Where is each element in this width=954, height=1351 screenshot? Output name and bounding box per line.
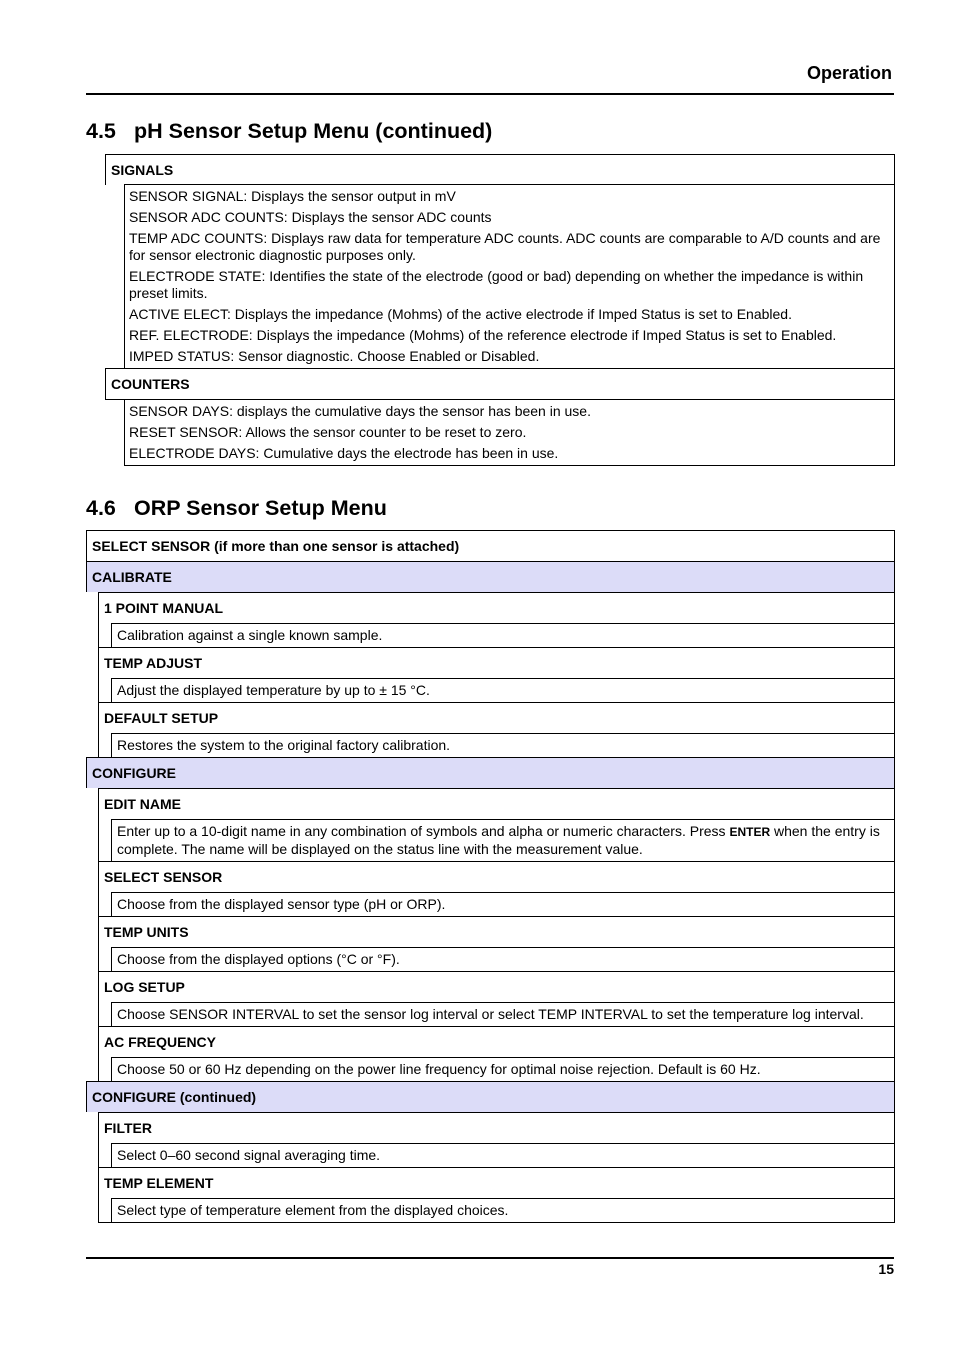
counters-item: RESET SENSOR: Allows the sensor counter to be reset to zero. [129,424,527,440]
orp-table-end [98,1222,895,1223]
section-45-heading [86,119,492,144]
counters-row [105,368,895,400]
signals-label: SIGNALS [111,162,174,178]
edit-name-desc-text: Enter up to a 10-digit name in any combination of symbols and alpha or numeric characters. Press [117,823,730,839]
page-header-title: Operation [806,63,892,83]
orp-select-sensor-config-row: SELECT SENSOR [98,861,895,892]
orp-select-sensor-row: SELECT SENSOR (if more than one sensor is attached) [86,530,895,561]
orp-temp-element-desc: Select type of temperature element from the displayed choices. [111,1198,895,1222]
orp-default-setup-desc: Restores the system to the original factory calibration. [111,733,895,757]
orp-temp-adjust-desc: Adjust the displayed temperature by up to ± 15 °C. [111,678,895,702]
orp-filter-row: FILTER [98,1112,895,1143]
orp-temp-units-row: TEMP UNITS [98,916,895,947]
header-rule [86,93,894,95]
orp-configure-continued-row: CONFIGURE (continued) [86,1081,895,1112]
counters-desc [124,399,895,466]
orp-1-point-manual-desc: Calibration against a single known sample. [111,623,895,647]
orp-temp-element-row: TEMP ELEMENT [98,1167,895,1198]
orp-log-setup-desc: Choose SENSOR INTERVAL to set the sensor log interval or select TEMP INTERVAL to set the temperature log interval. [111,1002,895,1026]
section-46-number: 4.6 [86,496,116,520]
orp-ac-frequency-desc: Choose 50 or 60 Hz depending on the power line frequency for optimal noise rejection. Default is 60 Hz. [111,1057,895,1081]
section-45-number: 4.5 [86,119,116,143]
signals-item: TEMP ADC COUNTS: Displays raw data for temperature ADC counts. ADC counts are comparable to A/D counts and are for sensor electronic diagnostic purposes only. [129,230,881,263]
orp-default-setup-row: DEFAULT SETUP [98,702,895,733]
edit-name-desc-text: when the entry is complete. The name will be displayed on the status line with the measurement value. [117,823,880,857]
orp-filter-desc: Select 0–60 second signal averaging time. [111,1143,895,1167]
orp-edit-name-row: EDIT NAME [98,788,895,819]
orp-configure-row: CONFIGURE [86,757,895,788]
orp-ac-frequency-row: AC FREQUENCY [98,1026,895,1057]
counters-label: COUNTERS [111,376,190,392]
footer-rule [86,1257,894,1259]
signals-row [105,154,895,185]
enter-key-label: ENTER [729,825,771,839]
counters-item: SENSOR DAYS: displays the cumulative days the sensor has been in use. [129,403,591,419]
orp-temp-adjust-row: TEMP ADJUST [98,647,895,678]
orp-1-point-manual-row: 1 POINT MANUAL [98,592,895,623]
orp-select-sensor-desc: Choose from the displayed sensor type (pH or ORP). [111,892,895,916]
signals-item: IMPED STATUS: Sensor diagnostic. Choose Enabled or Disabled. [129,348,540,364]
signals-desc [124,184,895,369]
orp-edit-name-desc [111,819,895,861]
counters-item: ELECTRODE DAYS: Cumulative days the electrode has been in use. [129,445,559,461]
section-46-heading [86,496,387,521]
orp-calibrate-row: CALIBRATE [86,561,895,592]
orp-log-setup-row: LOG SETUP [98,971,895,1002]
page-number: 15 [878,1261,894,1277]
signals-item: SENSOR ADC COUNTS: Displays the sensor ADC counts [129,209,492,225]
orp-temp-units-desc: Choose from the displayed options (°C or °F). [111,947,895,971]
signals-item: ELECTRODE STATE: Identifies the state of the electrode (good or bad) depending on whether the impedance is within preset limits. [129,268,864,301]
signals-item: ACTIVE ELECT: Displays the impedance (Mohms) of the active electrode if Imped Status is set to Enabled. [129,306,792,322]
section-45-title: pH Sensor Setup Menu (continued) [134,119,493,143]
orp-menu-table [86,530,895,1223]
signals-item: SENSOR SIGNAL: Displays the sensor output in mV [129,188,456,204]
signals-item: REF. ELECTRODE: Displays the impedance (Mohms) of the reference electrode if Imped Status is set to Enabled. [129,327,837,343]
section-46-title: ORP Sensor Setup Menu [134,496,387,520]
